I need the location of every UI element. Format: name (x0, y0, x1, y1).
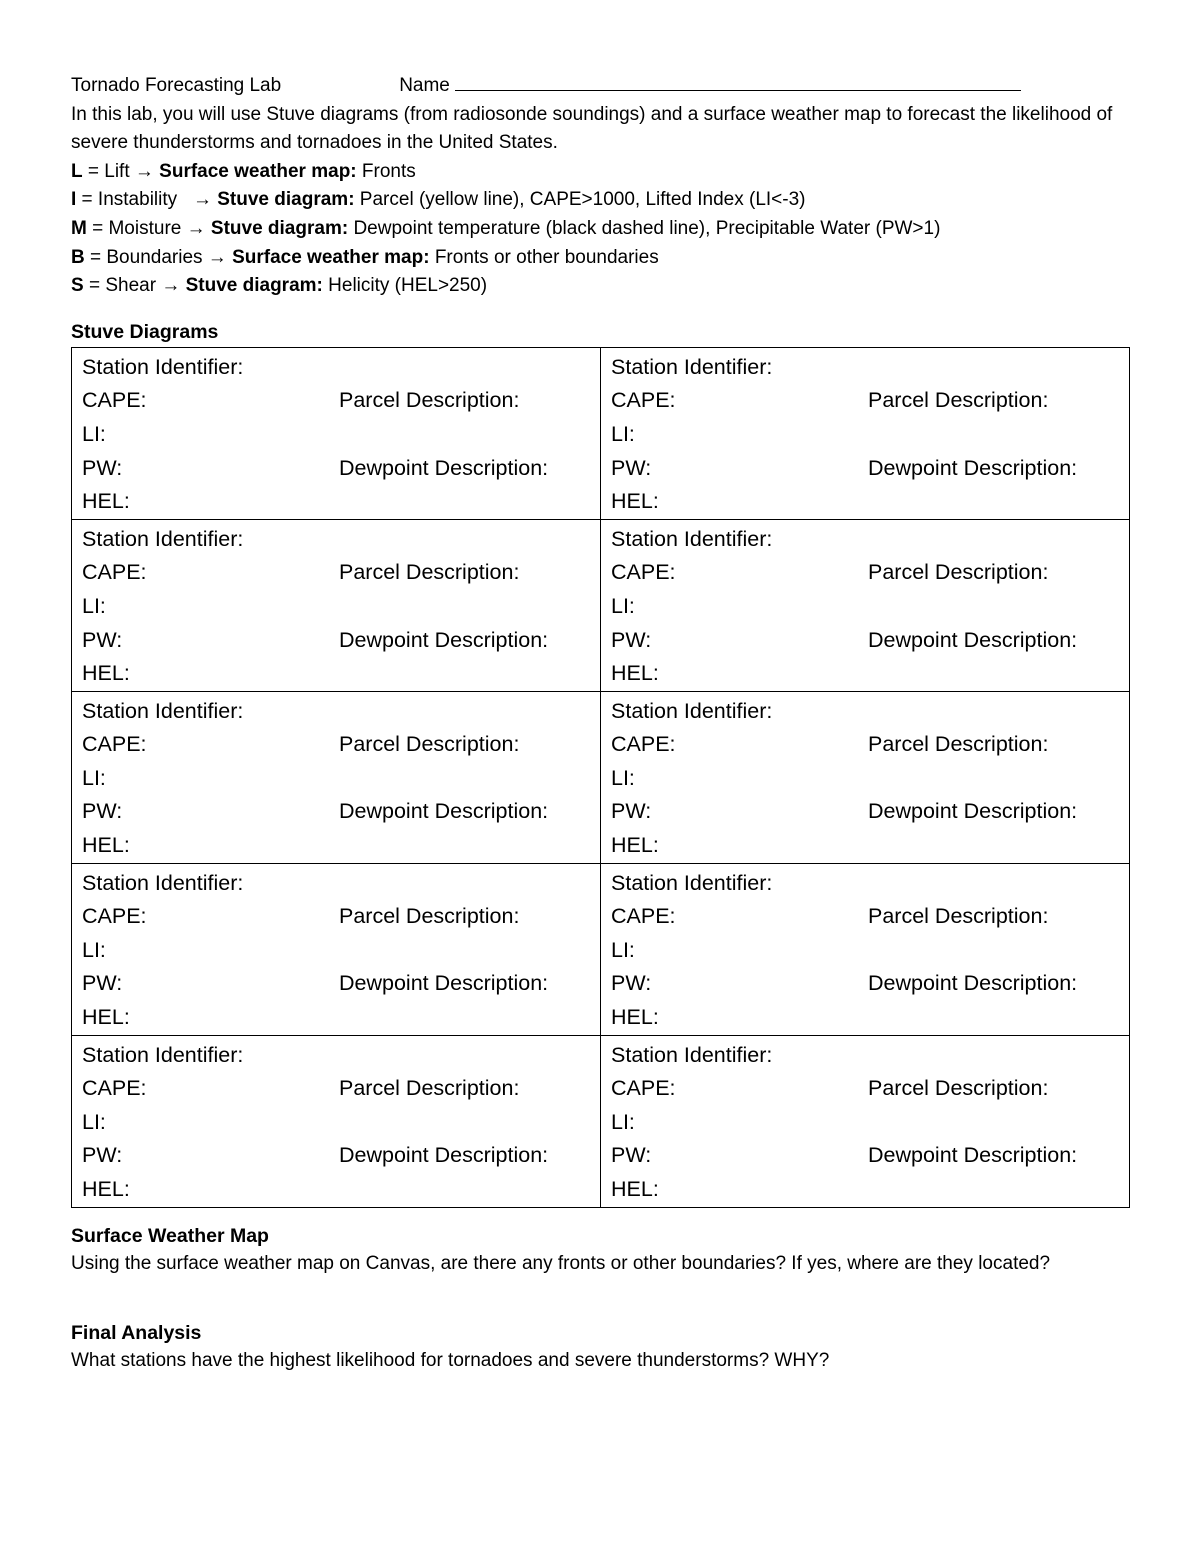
limb-word: = Lift (82, 160, 135, 182)
hel-label: HEL: (82, 833, 130, 858)
cape-label: CAPE: (611, 388, 676, 413)
station-row (72, 1035, 1130, 1207)
limb-letter: M (71, 217, 87, 239)
dewpoint-description-label: Dewpoint Description: (868, 1143, 1078, 1168)
parcel-description-label: Parcel Description: (339, 904, 520, 929)
limb-lift (71, 158, 1129, 187)
hel-line (611, 1173, 1129, 1207)
station-cell[interactable] (601, 863, 1130, 1035)
li-line (82, 762, 600, 796)
cape-label: CAPE: (611, 1076, 676, 1101)
limb-detail: Fronts or other boundaries (429, 246, 659, 268)
li-label: LI: (611, 937, 635, 962)
hel-label: HEL: (82, 661, 130, 686)
hel-label: HEL: (611, 1005, 659, 1030)
pw-line (611, 624, 1129, 658)
hel-label: HEL: (611, 661, 659, 686)
station-line (611, 695, 1129, 729)
dewpoint-description-label: Dewpoint Description: (339, 627, 549, 652)
limb-letter: S (71, 275, 84, 297)
parcel-description-label: Parcel Description: (868, 560, 1049, 585)
stuve-heading: Stuve Diagrams (71, 320, 219, 343)
li-label: LI: (82, 421, 106, 446)
station-line (82, 351, 600, 385)
hel-line (611, 485, 1129, 519)
hel-line (611, 1001, 1129, 1035)
station-line (611, 1039, 1129, 1073)
intro-text: In this lab, you will use Stuve diagrams (from radiosonde soundings) and a surface weather map to forecast the likelihood of severe thunderstorms and tornadoes in the United States. (71, 103, 1113, 154)
dewpoint-description-label: Dewpoint Description: (339, 1143, 549, 1168)
dewpoint-description-label: Dewpoint Description: (339, 455, 549, 480)
li-label: LI: (611, 593, 635, 618)
station-cell[interactable] (601, 347, 1130, 519)
parcel-description-label: Parcel Description: (339, 732, 520, 757)
station-line (611, 867, 1129, 901)
surface-section (71, 1222, 1129, 1279)
pw-line (611, 795, 1129, 829)
station-identifier-label: Station Identifier: (611, 698, 773, 723)
cape-line (611, 556, 1129, 590)
hel-line (82, 657, 600, 691)
dewpoint-description-label: Dewpoint Description: (868, 627, 1078, 652)
cape-label: CAPE: (82, 732, 147, 757)
limbs-list (71, 158, 1129, 301)
lab-title: Tornado Forecasting Lab (71, 75, 282, 96)
station-row (72, 347, 1130, 519)
limb-letter: L (71, 160, 83, 182)
cape-label: CAPE: (82, 388, 147, 413)
surface-heading: Surface Weather Map (71, 1224, 269, 1247)
limb-letter: B (71, 246, 85, 268)
cape-label: CAPE: (611, 560, 676, 585)
final-heading: Final Analysis (71, 1322, 202, 1345)
li-line (82, 418, 600, 452)
hel-line (611, 829, 1129, 863)
dewpoint-description-label: Dewpoint Description: (339, 971, 549, 996)
parcel-description-label: Parcel Description: (339, 560, 520, 585)
cape-label: CAPE: (82, 1076, 147, 1101)
final-section (71, 1319, 1129, 1376)
header-line (71, 72, 1129, 101)
limb-detail: Parcel (yellow line), CAPE>1000, Lifted Index (LI<-3) (354, 189, 806, 211)
li-line (611, 418, 1129, 452)
pw-label: PW: (82, 1143, 123, 1168)
pw-line (82, 795, 600, 829)
station-line (82, 1039, 600, 1073)
station-identifier-label: Station Identifier: (611, 1042, 773, 1067)
pw-label: PW: (82, 455, 123, 480)
name-label: Name (399, 75, 450, 96)
hel-line (611, 657, 1129, 691)
li-label: LI: (82, 1109, 106, 1134)
pw-label: PW: (611, 1143, 652, 1168)
station-cell[interactable] (72, 519, 601, 691)
parcel-description-label: Parcel Description: (868, 388, 1049, 413)
limb-instability (71, 186, 1129, 215)
limb-letter: I (71, 189, 77, 211)
arrow-right-icon: → (134, 160, 154, 182)
li-label: LI: (611, 421, 635, 446)
hel-label: HEL: (82, 489, 130, 514)
hel-label: HEL: (611, 1177, 659, 1201)
pw-line (82, 624, 600, 658)
limb-tool: Surface weather map: (153, 160, 357, 182)
cape-label: CAPE: (611, 904, 676, 929)
station-identifier-label: Station Identifier: (611, 870, 773, 895)
station-row (72, 519, 1130, 691)
worksheet-page (71, 72, 1129, 1376)
cape-line (82, 556, 600, 590)
hel-line (82, 485, 600, 519)
parcel-description-label: Parcel Description: (868, 1076, 1049, 1101)
li-label: LI: (82, 765, 106, 790)
dewpoint-description-label: Dewpoint Description: (868, 799, 1078, 824)
hel-label: HEL: (611, 489, 659, 514)
arrow-right-icon: → (186, 217, 206, 239)
cape-label: CAPE: (611, 732, 676, 757)
pw-line (611, 1139, 1129, 1173)
li-line (611, 934, 1129, 968)
parcel-description-label: Parcel Description: (339, 1076, 520, 1101)
pw-label: PW: (611, 971, 652, 996)
li-line (611, 762, 1129, 796)
limb-word: = Moisture (86, 217, 187, 239)
station-cell[interactable] (601, 519, 1130, 691)
limb-tool: Stuve diagram: (211, 189, 355, 211)
station-cell[interactable] (72, 863, 601, 1035)
li-line (82, 934, 600, 968)
pw-label: PW: (611, 799, 652, 824)
station-identifier-label: Station Identifier: (82, 354, 244, 379)
limb-moisture (71, 215, 1129, 244)
pw-line (611, 452, 1129, 486)
pw-line (82, 1139, 600, 1173)
cape-line (611, 384, 1129, 418)
limb-tool: Stuve diagram: (180, 275, 323, 297)
station-identifier-label: Station Identifier: (82, 526, 244, 551)
dewpoint-description-label: Dewpoint Description: (339, 799, 549, 824)
station-cell[interactable] (72, 1035, 601, 1207)
pw-label: PW: (611, 455, 652, 480)
pw-label: PW: (82, 627, 123, 652)
limb-tool: Stuve diagram: (205, 217, 349, 239)
dewpoint-description-label: Dewpoint Description: (868, 455, 1078, 480)
pw-label: PW: (82, 799, 123, 824)
station-cell[interactable] (72, 691, 601, 863)
cape-line (611, 728, 1129, 762)
station-identifier-label: Station Identifier: (82, 870, 244, 895)
arrow-right-icon: → (161, 275, 181, 297)
station-row (72, 691, 1130, 863)
station-line (82, 695, 600, 729)
limb-word: = Boundaries (84, 246, 208, 268)
pw-label: PW: (611, 627, 652, 652)
stuve-table (71, 347, 1130, 1208)
li-line (82, 590, 600, 624)
li-line (611, 1106, 1129, 1140)
li-label: LI: (82, 593, 106, 618)
arrow-right-icon: → (207, 246, 227, 268)
station-identifier-label: Station Identifier: (82, 698, 244, 723)
station-identifier-label: Station Identifier: (82, 1042, 244, 1067)
limb-detail: Dewpoint temperature (black dashed line), Precipitable Water (PW>1) (348, 217, 941, 239)
station-line (611, 523, 1129, 557)
hel-line (82, 1001, 600, 1035)
arrow-right-icon: → (192, 189, 212, 211)
pw-line (82, 452, 600, 486)
parcel-description-label: Parcel Description: (868, 904, 1049, 929)
dewpoint-description-label: Dewpoint Description: (868, 971, 1078, 996)
li-line (611, 590, 1129, 624)
li-label: LI: (611, 765, 635, 790)
limb-detail: Fronts (356, 160, 416, 182)
limb-boundaries (71, 244, 1129, 273)
cape-line (82, 1072, 600, 1106)
cape-line (82, 900, 600, 934)
cape-line (611, 1072, 1129, 1106)
pw-label: PW: (82, 971, 123, 996)
cape-line (82, 728, 600, 762)
cape-label: CAPE: (82, 904, 147, 929)
station-line (82, 867, 600, 901)
li-label: LI: (611, 1109, 635, 1134)
li-line (82, 1106, 600, 1140)
station-cell[interactable] (601, 691, 1130, 863)
cape-line (611, 900, 1129, 934)
station-row (72, 863, 1130, 1035)
hel-line (82, 1173, 600, 1207)
final-question: What stations have the highest likelihood for tornadoes and severe thunderstorms? WHY? (71, 1350, 830, 1372)
station-identifier-label: Station Identifier: (611, 354, 773, 379)
hel-line (82, 829, 600, 863)
limb-detail: Helicity (HEL>250) (322, 275, 488, 297)
parcel-description-label: Parcel Description: (339, 388, 520, 413)
li-label: LI: (82, 937, 106, 962)
limb-shear (71, 272, 1129, 301)
hel-label: HEL: (82, 1177, 130, 1201)
cape-line (82, 384, 600, 418)
station-line (611, 351, 1129, 385)
station-identifier-label: Station Identifier: (611, 526, 773, 551)
hel-label: HEL: (82, 1005, 130, 1030)
station-cell[interactable] (601, 1035, 1130, 1207)
limb-word: = Shear (83, 275, 162, 297)
hel-label: HEL: (611, 833, 659, 858)
pw-line (611, 967, 1129, 1001)
surface-question: Using the surface weather map on Canvas, are there any fronts or other boundaries? If yes, where are they located? (71, 1252, 1051, 1274)
station-cell[interactable] (72, 347, 601, 519)
cape-label: CAPE: (82, 560, 147, 585)
parcel-description-label: Parcel Description: (868, 732, 1049, 757)
station-line (82, 523, 600, 557)
pw-line (82, 967, 600, 1001)
limb-tool: Surface weather map: (226, 246, 430, 268)
name-field[interactable] (455, 72, 1021, 91)
limb-word: = Instability (76, 189, 193, 211)
